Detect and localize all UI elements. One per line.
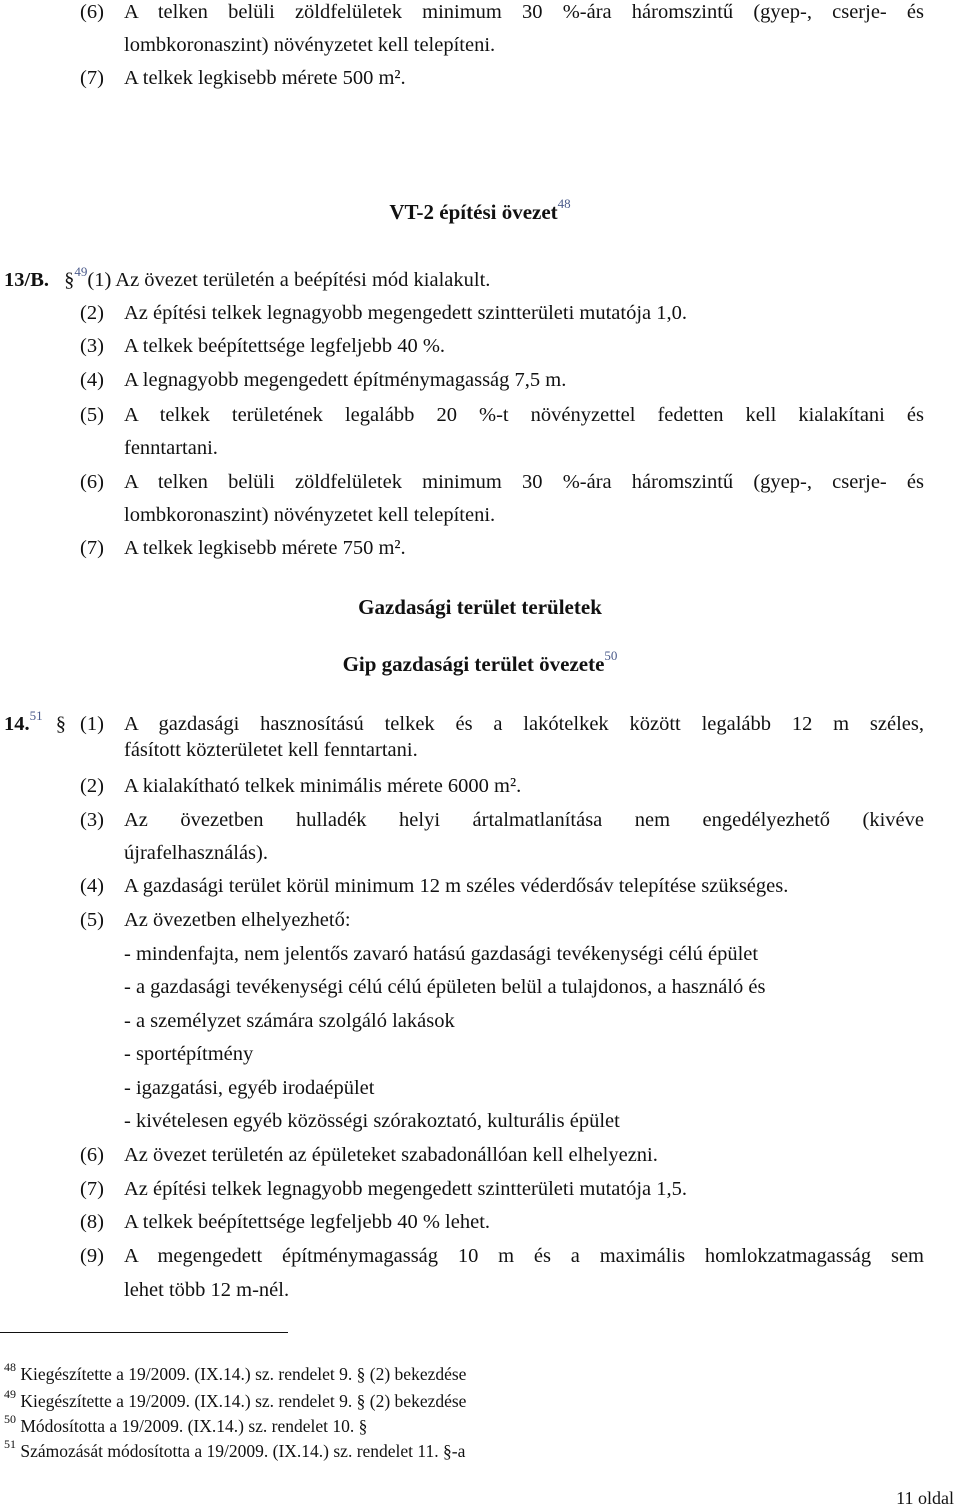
paragraph-number: (1) bbox=[80, 713, 104, 735]
footnote bbox=[4, 1360, 467, 1385]
paragraph-text: A telkek területének legalább 20 %-t növényzettel fedetten kell kialakítani és bbox=[124, 404, 924, 426]
paragraph-number: (3) bbox=[80, 335, 104, 357]
paragraph-number: (4) bbox=[80, 369, 104, 391]
paragraph-number: (7) bbox=[80, 537, 104, 559]
footnote bbox=[4, 1412, 368, 1437]
list-item: - igazgatási, egyéb irodaépület bbox=[124, 1077, 375, 1099]
paragraph-text: lombkoronaszint) növényzetet kell telepíteni. bbox=[124, 34, 496, 56]
paragraph-text: lombkoronaszint) növényzetet kell telepíteni. bbox=[124, 504, 496, 526]
paragraph-text: A gazdasági hasznosítású telkek és a lakótelkek között legalább 12 m széles, bbox=[124, 713, 924, 735]
paragraph-number: (5) bbox=[80, 909, 104, 931]
paragraph-text: fenntartani. bbox=[124, 437, 218, 459]
footnote-text: Kiegészítette a 19/2009. (IX.14.) sz. rendelet 9. § (2) bekezdése bbox=[20, 1391, 467, 1411]
page-number: 11 oldal bbox=[896, 1488, 954, 1508]
paragraph-text: (1) Az övezet területén a beépítési mód kialakult. bbox=[87, 269, 491, 291]
paragraph-text: fásított közterületet kell fenntartani. bbox=[124, 739, 418, 761]
footnote-ref: 49 bbox=[74, 264, 88, 279]
section-label: 14. bbox=[4, 713, 30, 735]
footnote-number: 50 bbox=[4, 1412, 16, 1426]
section-label-line bbox=[4, 264, 491, 293]
paragraph-text: A kialakítható telkek minimális mérete 6000 m². bbox=[124, 775, 522, 797]
paragraph-number: (5) bbox=[80, 404, 104, 426]
footnote-number: 51 bbox=[4, 1437, 16, 1451]
paragraph-text: Az építési telkek legnagyobb megengedett szintterületi mutatója 1,5. bbox=[124, 1178, 688, 1200]
section-sign: § bbox=[55, 713, 66, 735]
paragraph-text: Az építési telkek legnagyobb megengedett szintterületi mutatója 1,0. bbox=[124, 302, 688, 324]
footnote-number: 48 bbox=[4, 1360, 16, 1374]
list-item: - mindenfajta, nem jelentős zavaró hatású gazdasági tevékenységi célú épület bbox=[124, 943, 759, 965]
paragraph-text: A gazdasági terület körül minimum 12 m széles véderdősáv telepítése szükséges. bbox=[124, 875, 789, 897]
paragraph-number: (3) bbox=[80, 809, 104, 831]
paragraph-number: (2) bbox=[80, 775, 104, 797]
paragraph-text: A telken belüli zöldfelületek minimum 30 %-ára háromszintű (gyep-, cserje- és bbox=[124, 1, 924, 23]
paragraph-number: (7) bbox=[80, 1178, 104, 1200]
paragraph-text: A telkek legkisebb mérete 750 m². bbox=[124, 537, 406, 559]
paragraph-text: Az övezetben hulladék helyi ártalmatlanítása nem engedélyezhető (kivéve bbox=[124, 809, 924, 831]
list-item: - a személyzet számára szolgáló lakások bbox=[124, 1010, 455, 1032]
section-label: 13/B. bbox=[4, 269, 49, 291]
paragraph-number: (2) bbox=[80, 302, 104, 324]
paragraph-text: A telkek legkisebb mérete 500 m². bbox=[124, 67, 406, 89]
footnote-text: Számozását módosította a 19/2009. (IX.14.) sz. rendelet 11. §-a bbox=[20, 1441, 466, 1461]
footnote-number: 49 bbox=[4, 1387, 16, 1401]
paragraph-number: (8) bbox=[80, 1211, 104, 1233]
list-item: - a gazdasági tevékenységi célú célú épületen belül a tulajdonos, a használó és bbox=[124, 976, 766, 998]
footnote bbox=[4, 1387, 467, 1412]
footnote-text: Kiegészítette a 19/2009. (IX.14.) sz. rendelet 9. § (2) bekezdése bbox=[20, 1364, 467, 1384]
paragraph-text: Az övezetben elhelyezhető: bbox=[124, 909, 351, 931]
footnote-separator bbox=[0, 1332, 288, 1333]
heading-text: Gip gazdasági terület övezete bbox=[342, 652, 605, 676]
paragraph-number: (6) bbox=[80, 1, 104, 23]
section-label-line bbox=[4, 708, 66, 737]
paragraph-text: Az övezet területén az épületeket szabadonállóan kell elhelyezni. bbox=[124, 1144, 658, 1166]
paragraph-number: (7) bbox=[80, 67, 104, 89]
footnote-ref: 48 bbox=[557, 196, 571, 211]
paragraph-number: (6) bbox=[80, 1144, 104, 1166]
paragraph-number: (9) bbox=[80, 1245, 104, 1267]
paragraph-text: A telkek beépítettsége legfeljebb 40 %. bbox=[124, 335, 446, 357]
section-sign: § bbox=[64, 269, 75, 291]
section-heading bbox=[0, 196, 960, 225]
list-item: - kivételesen egyéb közösségi szórakoztató, kulturális épület bbox=[124, 1110, 620, 1132]
footnote-ref: 51 bbox=[29, 708, 43, 723]
paragraph-text: A megengedett építménymagasság 10 m és a maximális homlokzatmagasság sem bbox=[124, 1245, 924, 1267]
paragraph-text: A telken belüli zöldfelületek minimum 30 %-ára háromszintű (gyep-, cserje- és bbox=[124, 471, 924, 493]
subsection-heading bbox=[0, 648, 960, 677]
section-heading: Gazdasági terület területek bbox=[358, 595, 602, 619]
footnote-text: Módosította a 19/2009. (IX.14.) sz. rendelet 10. § bbox=[20, 1416, 368, 1436]
paragraph-number: (6) bbox=[80, 471, 104, 493]
footnote bbox=[4, 1437, 466, 1462]
heading-text: VT-2 építési övezet bbox=[389, 200, 558, 224]
list-item: - sportépítmény bbox=[124, 1043, 254, 1065]
paragraph-text: újrafelhasználás). bbox=[124, 842, 268, 864]
paragraph-text: lehet több 12 m-nél. bbox=[124, 1279, 290, 1301]
paragraph-number: (4) bbox=[80, 875, 104, 897]
paragraph-text: A legnagyobb megengedett építménymagasság 7,5 m. bbox=[124, 369, 567, 391]
footnote-ref: 50 bbox=[604, 648, 618, 663]
paragraph-text: A telkek beépítettsége legfeljebb 40 % lehet. bbox=[124, 1211, 491, 1233]
